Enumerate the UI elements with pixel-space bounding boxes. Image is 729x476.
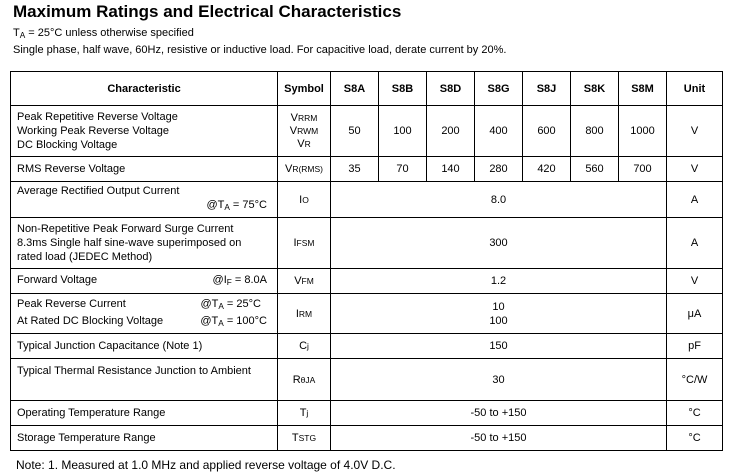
unit-cell: °C: [667, 401, 723, 426]
characteristic-cell: Typical Thermal Resistance Junction to Ambient: [11, 359, 278, 401]
value-cell: 280: [475, 157, 523, 182]
table-row: [11, 426, 723, 451]
value-cell: 400: [475, 106, 523, 157]
value-cell: 140: [427, 157, 475, 182]
unit-cell: °C/W: [667, 359, 723, 401]
value-cell: 8.0: [331, 182, 667, 218]
table-row: [11, 106, 723, 157]
unit-cell: V: [667, 269, 723, 294]
header-symbol: Symbol: [278, 72, 331, 106]
header-part: S8K: [571, 72, 619, 106]
value-cell: 50: [331, 106, 379, 157]
symbol-cell: RθJA: [278, 359, 331, 401]
value-cell: 800: [571, 106, 619, 157]
unit-cell: μA: [667, 294, 723, 334]
value-cell: 560: [571, 157, 619, 182]
characteristic-cell: Forward Voltage $@I_F = 8.0A$: [11, 269, 278, 294]
characteristic-cell: Peak Reverse Current $@T_A = 25^\circ C$ At Rated DC Blocking Voltage $@T_A = 100^\circ C$: [11, 294, 278, 334]
table-row: [11, 401, 723, 426]
value-cell: 1.2: [331, 269, 667, 294]
unit-cell: A: [667, 218, 723, 269]
value-cell: 100: [379, 106, 427, 157]
value-cell: -50 to +150: [331, 426, 667, 451]
unit-cell: A: [667, 182, 723, 218]
value-cell: 1000: [619, 106, 667, 157]
page-title: Maximum Ratings and Electrical Characteristics: [13, 2, 402, 21]
temperature-condition: $T_A = 25^\circ C$ unless otherwise specified: [13, 27, 194, 40]
header-part: S8M: [619, 72, 667, 106]
unit-cell: V: [667, 106, 723, 157]
footnote: Note: 1. Measured at 1.0 MHz and applied reverse voltage of 4.0V D.C.: [16, 458, 396, 472]
characteristic-cell: Storage Temperature Range: [11, 426, 278, 451]
value-cell: 150: [331, 334, 667, 359]
symbol-cell: VFM: [278, 269, 331, 294]
characteristic-cell: Typical Junction Capacitance (Note 1): [11, 334, 278, 359]
header-part: S8D: [427, 72, 475, 106]
unit-cell: pF: [667, 334, 723, 359]
value-cell: 10 100: [331, 294, 667, 334]
header-unit: Unit: [667, 72, 723, 106]
characteristic-cell: Peak Repetitive Reverse Voltage Working Peak Reverse Voltage DC Blocking Voltage: [11, 106, 278, 157]
table-row: [11, 182, 723, 218]
load-note: Single phase, half wave, 60Hz, resistive or inductive load. For capacitive load, derate current by 20%.: [13, 44, 507, 56]
symbol-cell: IFSM: [278, 218, 331, 269]
value-cell: 35: [331, 157, 379, 182]
header-part: S8J: [523, 72, 571, 106]
unit-cell: V: [667, 157, 723, 182]
value-cell: 700: [619, 157, 667, 182]
characteristic-cell: Operating Temperature Range: [11, 401, 278, 426]
value-cell: 70: [379, 157, 427, 182]
header-row: [11, 72, 723, 106]
unit-cell: °C: [667, 426, 723, 451]
table-row: [11, 334, 723, 359]
header-characteristic: Characteristic: [11, 72, 278, 106]
symbol-cell: VRRM VRWM VR: [278, 106, 331, 157]
value-cell: 420: [523, 157, 571, 182]
value-cell: 30: [331, 359, 667, 401]
header-part: S8G: [475, 72, 523, 106]
table-row: [11, 269, 723, 294]
symbol-cell: TSTG: [278, 426, 331, 451]
characteristic-cell: Non-Repetitive Peak Forward Surge Current 8.3ms Single half sine-wave superimposed on rated load (JEDEC Method): [11, 218, 278, 269]
table-row: [11, 294, 723, 334]
table-row: [11, 218, 723, 269]
characteristic-cell: RMS Reverse Voltage: [11, 157, 278, 182]
symbol-cell: IRM: [278, 294, 331, 334]
table-row: [11, 157, 723, 182]
value-cell: 600: [523, 106, 571, 157]
symbol-cell: IO: [278, 182, 331, 218]
ratings-table: [10, 71, 723, 451]
value-cell: 200: [427, 106, 475, 157]
symbol-cell: VR(RMS): [278, 157, 331, 182]
header-part: S8B: [379, 72, 427, 106]
header-part: S8A: [331, 72, 379, 106]
symbol-cell: Tj: [278, 401, 331, 426]
value-cell: 300: [331, 218, 667, 269]
characteristic-cell: Average Rectified Output Current $@T_A = 75^\circ C$: [11, 182, 278, 218]
value-cell: -50 to +150: [331, 401, 667, 426]
table-row: [11, 359, 723, 401]
symbol-cell: Cj: [278, 334, 331, 359]
